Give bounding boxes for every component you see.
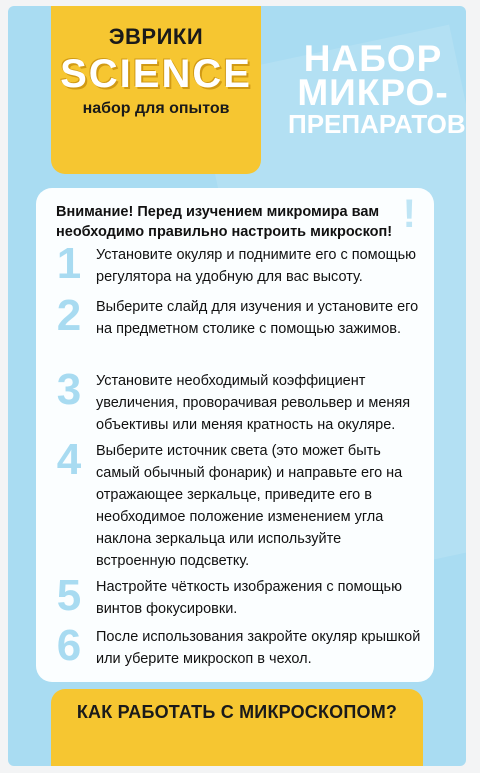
step-number: 6 [56,621,82,670]
step-text: Выберите слайд для изучения и установите его на предметном столике с помощью зажимов. [96,299,419,337]
product-title-line2: МИКРО- [297,72,449,113]
step-text: Установите необходимый коэффициент увеличения, проворачивая револьвер и меняя объективы или меняя кратность на окуляре. [96,373,411,433]
step-text: Выберите источник света (это может быть самый обычный фонарик) и направьте его на отражающее зеркальце, приведите его в необходимое положение изменением угла наклона зеркальца или используйте встроенную подсветку. [96,443,403,569]
step-3 [54,365,424,436]
step-number: 5 [56,571,82,620]
step-6 [54,621,424,670]
step-1 [54,239,424,288]
warning-text: Внимание! Перед изучением микромира вам необходимо правильно настроить микроскоп! [56,204,393,240]
step-2 [54,291,424,340]
step-5 [54,571,424,620]
product-title [288,38,466,139]
step-text: После использования закройте окуляр крышкой или уберите микроскоп в чехол. [96,629,421,667]
step-4 [54,435,424,572]
step-text: Установите окуляр и поднимите его с помощью регулятора на удобную для вас высоту. [96,247,417,285]
step-text: Настройте чёткость изображения с помощью винтов фокусировки. [96,579,402,617]
instructions-panel [36,188,434,682]
brand-name: ЭВРИКИ [108,24,204,49]
brand-block [51,6,261,174]
step-number: 1 [56,239,82,288]
exclamation-icon: ! [402,192,416,236]
brand-subtitle: набор для опытов [82,100,230,117]
product-title-line3: ПРЕПАРАТОВ [288,109,466,139]
step-number: 2 [56,291,82,340]
brand-science-logo: SCIENCE [60,52,252,96]
bottom-title-banner [51,689,423,735]
bottom-title: КАК РАБОТАТЬ С МИКРОСКОПОМ? [76,701,398,722]
step-number: 4 [56,435,82,484]
product-title-line1: НАБОР [303,38,443,79]
step-number: 3 [56,365,82,414]
bottom-strip [51,735,423,766]
instruction-card [8,6,466,766]
